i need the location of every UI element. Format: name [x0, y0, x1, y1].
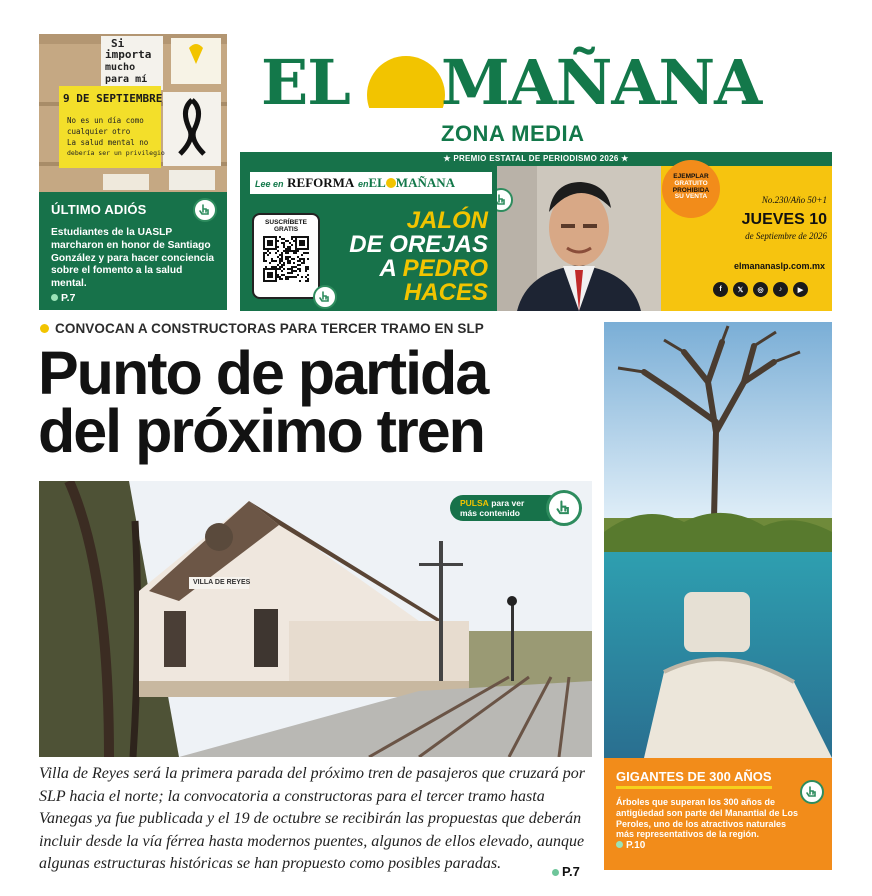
issue-number: No.230/Año 50+1	[761, 195, 827, 205]
sign-line-2: cualquier otro	[67, 127, 131, 136]
kicker-dot-icon	[40, 324, 49, 333]
x-icon[interactable]: 𝕏	[733, 282, 748, 297]
hand-pointer-icon	[497, 193, 508, 207]
promo-headline-a: A	[379, 255, 396, 282]
mini-sun-icon	[386, 178, 396, 188]
issue-day: JUEVES 10	[741, 211, 827, 228]
pulsa-hand-icon	[546, 490, 582, 526]
masthead[interactable]	[257, 46, 817, 119]
story-page-ref[interactable]	[552, 864, 580, 879]
promo-headline-line1: JALÓN	[406, 207, 488, 234]
subscribe-qr[interactable]	[252, 213, 320, 299]
feature-body: Árboles que superan los 300 años de antigüedad son parte del Manantial de Los Peroles, uno de los atractivos naturales más representativos de la región.	[616, 797, 799, 840]
main-headline[interactable]	[38, 339, 603, 465]
gratis-label: GRATIS	[273, 226, 299, 234]
story-page-number: P.7	[562, 864, 580, 879]
sign-line-1: No es un día como	[67, 116, 144, 125]
teaser-body: Estudiantes de la UASLP marcharon en honor de Santiago González y para hacer conciencia sobre el fomento a la salud mental.	[51, 227, 215, 289]
sign-text-2: importa	[105, 48, 152, 61]
sign-date: 9 DE SEPTIEMBRE	[63, 92, 163, 105]
spring-art	[604, 322, 832, 758]
tap-hand-icon-feature[interactable]	[800, 780, 824, 804]
badge-line-4: SU VENTA	[674, 193, 708, 201]
el-logo-text: EL	[368, 175, 386, 190]
lee-en-text: Lee en	[255, 179, 284, 189]
pulsa-button[interactable]	[450, 490, 586, 526]
story-kicker	[40, 321, 484, 336]
page-dot-icon	[51, 294, 58, 301]
teaser-page-number: P.7	[61, 291, 76, 304]
teaser-photo[interactable]	[39, 34, 227, 192]
teaser-box[interactable]	[39, 192, 227, 310]
promo-headline-line2: DE OREJAS	[349, 231, 488, 258]
premio-banner: ★ PREMIO ESTATAL DE PERIODISMO 2026 ★	[240, 152, 832, 166]
promo-headline-haces: HACES	[403, 279, 488, 306]
issue-date: de Septiembre de 2026	[745, 231, 827, 241]
facebook-icon[interactable]: f	[713, 282, 728, 297]
website-link[interactable]: elmananaslp.com.mx	[733, 261, 825, 271]
promo-headline[interactable]	[326, 209, 488, 305]
teaser-page-ref	[51, 292, 215, 304]
sign-text-3: mucho	[105, 62, 136, 73]
suscribete-label: SUSCRÍBETE	[265, 219, 307, 226]
reforma-banner	[250, 172, 492, 194]
sign-line-4: debería ser un privilegio	[67, 149, 165, 157]
pulsa-label-2: para ver	[491, 498, 525, 508]
feature-page-number: P.10	[626, 840, 646, 852]
free-issue-badge	[662, 160, 720, 218]
teaser-title: ÚLTIMO ADIÓS	[51, 202, 147, 217]
badge-line-1: EJEMPLAR	[673, 173, 709, 180]
headline-line-1: Punto de partida	[38, 339, 488, 407]
badge-line-3: PROHIBIDA	[672, 186, 710, 194]
masthead-manana: MAÑANA	[441, 46, 762, 119]
tap-hand-icon[interactable]	[193, 198, 217, 222]
social-links	[713, 282, 808, 297]
station-sign: VILLA DE REYES	[193, 579, 251, 586]
page-dot-icon	[552, 869, 559, 876]
pulsa-label-3: más contenido	[460, 508, 520, 518]
feature-page-ref	[616, 840, 820, 851]
portrait-art	[497, 166, 661, 311]
sign-text-4: para mí	[105, 74, 148, 85]
en-text: en	[357, 179, 369, 189]
headline-line-2: del próximo tren	[38, 397, 484, 465]
kicker-text: CONVOCAN A CONSTRUCTORAS PARA TERCER TRAMO EN SLP	[55, 321, 484, 336]
masthead-el: EL	[261, 46, 350, 119]
hand-pointer-icon	[555, 499, 573, 517]
pulsa-label: PULSA	[460, 498, 489, 508]
page-dot-icon	[616, 841, 623, 848]
youtube-icon[interactable]: ▶	[793, 282, 808, 297]
hand-pointer-icon	[805, 785, 819, 799]
promo-portrait-photo[interactable]	[497, 166, 661, 311]
feature-title: GIGANTES DE 300 AÑOS	[616, 769, 772, 789]
promo-headline-pedro: PEDRO	[402, 255, 488, 282]
spring-tree-photo[interactable]	[604, 322, 832, 758]
reforma-logo-text: REFORMA	[287, 175, 355, 190]
edition-label: ZONA MEDIA	[441, 121, 585, 146]
sign-text-1: Si	[111, 37, 125, 50]
feature-caption-box[interactable]	[604, 758, 832, 870]
badge-line-2: GRATUITO	[674, 179, 708, 187]
instagram-icon[interactable]: ◎	[753, 282, 768, 297]
hand-pointer-icon	[198, 203, 212, 217]
masthead-sun-logo	[364, 50, 448, 108]
tiktok-icon[interactable]: ♪	[773, 282, 788, 297]
story-deck: Villa de Reyes será la primera parada del próximo tren de pasajeros que cruzará por SLP hacia el norte; la convocatoria a constructoras para el tercer tramo hasta Vanegas ya fue publicada y el 19 de octubre se recibirán las propuestas que deberán incluir desde la vía férrea hasta modernos puentes, algunos de ellos elevado, aunque algunas estructuras históricas se han propuesto como posibles paradas.	[39, 765, 586, 873]
manana-logo-text: MAÑANA	[395, 175, 456, 190]
sign-line-3: La salud mental no	[67, 138, 149, 147]
qr-code-icon	[263, 236, 309, 282]
